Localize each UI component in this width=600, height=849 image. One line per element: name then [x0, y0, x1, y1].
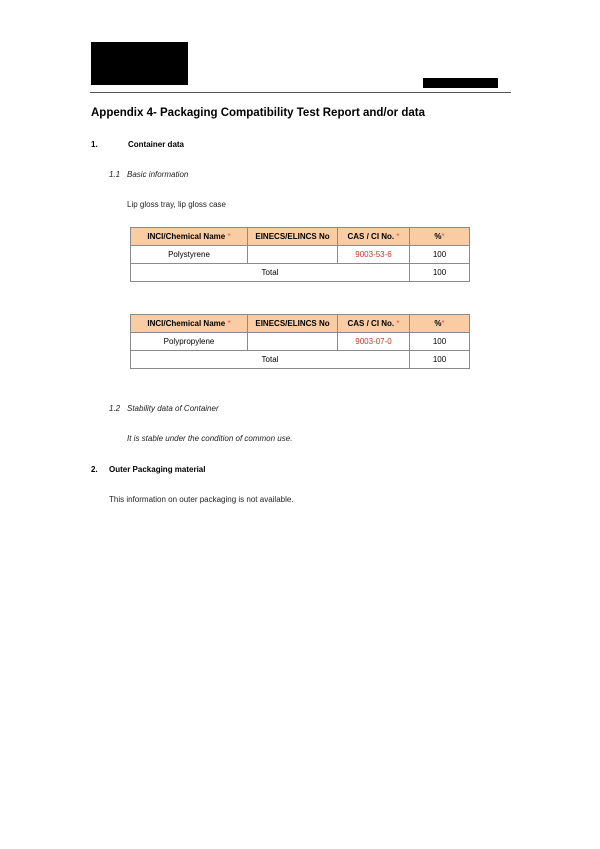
col-inci-name: INCI/Chemical Name *	[131, 315, 248, 333]
redacted-logo	[91, 42, 188, 85]
total-label: Total	[131, 351, 410, 369]
table-header-row	[131, 228, 470, 246]
table-row	[131, 246, 470, 264]
col-einecs: EINECS/ELINCS No	[248, 315, 338, 333]
cell-name: Polystyrene	[131, 246, 248, 264]
cell-cas: 9003-53-6	[338, 246, 410, 264]
cell-name: Polypropylene	[131, 333, 248, 351]
subsection-1-1-heading: Basic information	[127, 170, 189, 179]
header-rule	[90, 92, 511, 93]
cell-percent: 100	[410, 333, 470, 351]
section-1-heading: Container data	[128, 140, 185, 149]
redacted-header-text	[423, 78, 498, 88]
outer-packaging-text: This information on outer packaging is not available.	[109, 495, 294, 504]
subsection-1-2-heading: Stability data of Container	[127, 404, 219, 413]
section-2-heading: Outer Packaging material	[109, 465, 206, 474]
total-label: Total	[131, 264, 410, 282]
section-1-number: 1.	[91, 140, 98, 149]
subsection-1-2-number: 1.2	[109, 404, 121, 413]
col-einecs: EINECS/ELINCS No	[248, 228, 338, 246]
packaging-table-2	[130, 314, 470, 369]
col-percent: %*	[410, 315, 470, 333]
stability-text: It is stable under the condition of common use.	[127, 434, 293, 443]
subsection-1-1-number: 1.1	[109, 170, 121, 179]
col-cas: CAS / CI No. *	[338, 228, 410, 246]
col-percent: %*	[410, 228, 470, 246]
table-row	[131, 333, 470, 351]
basic-info-text: Lip gloss tray, lip gloss case	[127, 200, 227, 209]
cell-cas: 9003-07-0	[338, 333, 410, 351]
total-value: 100	[410, 264, 470, 282]
cell-einecs	[248, 333, 338, 351]
table-header-row	[131, 315, 470, 333]
col-cas: CAS / CI No. *	[338, 315, 410, 333]
section-2-number: 2.	[91, 465, 98, 474]
table-total-row	[131, 351, 470, 369]
packaging-table-1	[130, 227, 470, 282]
total-value: 100	[410, 351, 470, 369]
col-inci-name: INCI/Chemical Name *	[131, 228, 248, 246]
cell-percent: 100	[410, 246, 470, 264]
page-title: Appendix 4- Packaging Compatibility Test Report and/or data	[91, 107, 425, 119]
table-total-row	[131, 264, 470, 282]
cell-einecs	[248, 246, 338, 264]
